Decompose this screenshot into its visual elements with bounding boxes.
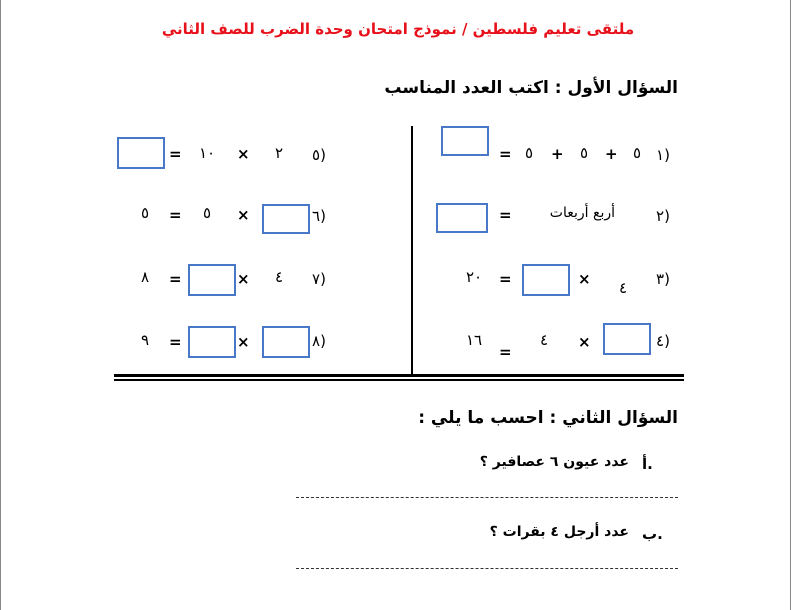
- exercise-3-answer-box[interactable]: [522, 264, 570, 296]
- exercise-3-times: ×: [578, 270, 591, 288]
- exercise-8-answer-box-1[interactable]: [262, 326, 310, 358]
- exercise-2-answer-box[interactable]: [436, 203, 488, 233]
- exercise-3-factor: ٤: [619, 279, 628, 297]
- exercise-1-plus-2: +: [605, 145, 618, 163]
- answer-line-a[interactable]: [296, 497, 678, 498]
- exercise-3-equals: =: [499, 270, 512, 288]
- exercise-7-factor: ٤: [275, 268, 284, 286]
- exercise-7-result: ٨: [141, 268, 150, 286]
- exercise-1-answer-box[interactable]: [441, 126, 489, 156]
- question-1-title: السؤال الأول : اكتب العدد المناسب: [384, 78, 678, 98]
- exercise-3-result: ٢٠: [466, 268, 483, 286]
- exercise-6-times: ×: [237, 206, 250, 224]
- exercise-1-plus-1: +: [551, 145, 564, 163]
- exercise-6-equals: =: [169, 206, 182, 224]
- exercise-6-answer-box[interactable]: [262, 204, 310, 234]
- page-border-left: [0, 0, 1, 610]
- section-divider-thin: [114, 379, 684, 381]
- answer-line-b[interactable]: [296, 568, 678, 569]
- exercise-2-label: ٢): [656, 207, 670, 225]
- question-2-item-b-label: ب.: [642, 525, 663, 543]
- exercise-3-label: ٣): [656, 270, 670, 288]
- exercise-4-answer-box[interactable]: [603, 323, 651, 355]
- exercise-7-times: ×: [237, 270, 250, 288]
- section-divider-thick: [114, 374, 684, 377]
- exercise-5-equals: =: [169, 145, 182, 163]
- exercise-1-equals: =: [499, 145, 512, 163]
- exercise-5-label: ٥): [312, 146, 326, 164]
- question-2-item-b-text: عدد أرجل ٤ بقرات ؟: [489, 524, 629, 540]
- exercise-6-factor: ٥: [203, 204, 212, 222]
- exercise-1-addend-1: ٥: [525, 144, 534, 162]
- exercise-1-label: ١): [656, 146, 670, 164]
- exercise-2-equals: =: [499, 206, 512, 224]
- exercise-5-factor-1: ٢: [275, 144, 284, 162]
- exercise-4-equals: =: [499, 343, 512, 361]
- page-border-right: [790, 0, 791, 610]
- question-2-item-a-text: عدد عيون ٦ عصافير ؟: [479, 454, 629, 470]
- exercise-4-times: ×: [578, 333, 591, 351]
- page-header: ملتقى تعليم فلسطين / نموذج امتحان وحدة الضرب للصف الثاني: [161, 20, 635, 38]
- exercise-8-answer-box-2[interactable]: [188, 326, 236, 358]
- exercise-7-label: ٧): [312, 270, 326, 288]
- exercise-6-result: ٥: [141, 204, 150, 222]
- question-2-title: السؤال الثاني : احسب ما يلي :: [418, 408, 678, 428]
- exercise-8-result: ٩: [141, 331, 150, 349]
- exercise-4-factor: ٤: [540, 331, 549, 349]
- exercise-8-times: ×: [237, 333, 250, 351]
- question-2-item-a-label: أ.: [642, 455, 653, 473]
- exercise-8-equals: =: [169, 333, 182, 351]
- exercise-6-label: ٦): [312, 207, 326, 225]
- exercise-5-times: ×: [237, 145, 250, 163]
- exercise-1-addend-2: ٥: [580, 144, 589, 162]
- exercise-7-answer-box[interactable]: [188, 264, 236, 296]
- exercise-4-label: ٤): [656, 332, 670, 350]
- exercise-1-addend-3: ٥: [633, 144, 642, 162]
- exercise-2-text: أربع أربعات: [549, 205, 615, 221]
- exercise-5-factor-2: ١٠: [199, 144, 216, 162]
- exercise-7-equals: =: [169, 270, 182, 288]
- column-divider: [411, 126, 413, 374]
- exercise-8-label: ٨): [312, 332, 326, 350]
- exercise-4-result: ١٦: [466, 331, 483, 349]
- exercise-5-answer-box[interactable]: [117, 137, 165, 169]
